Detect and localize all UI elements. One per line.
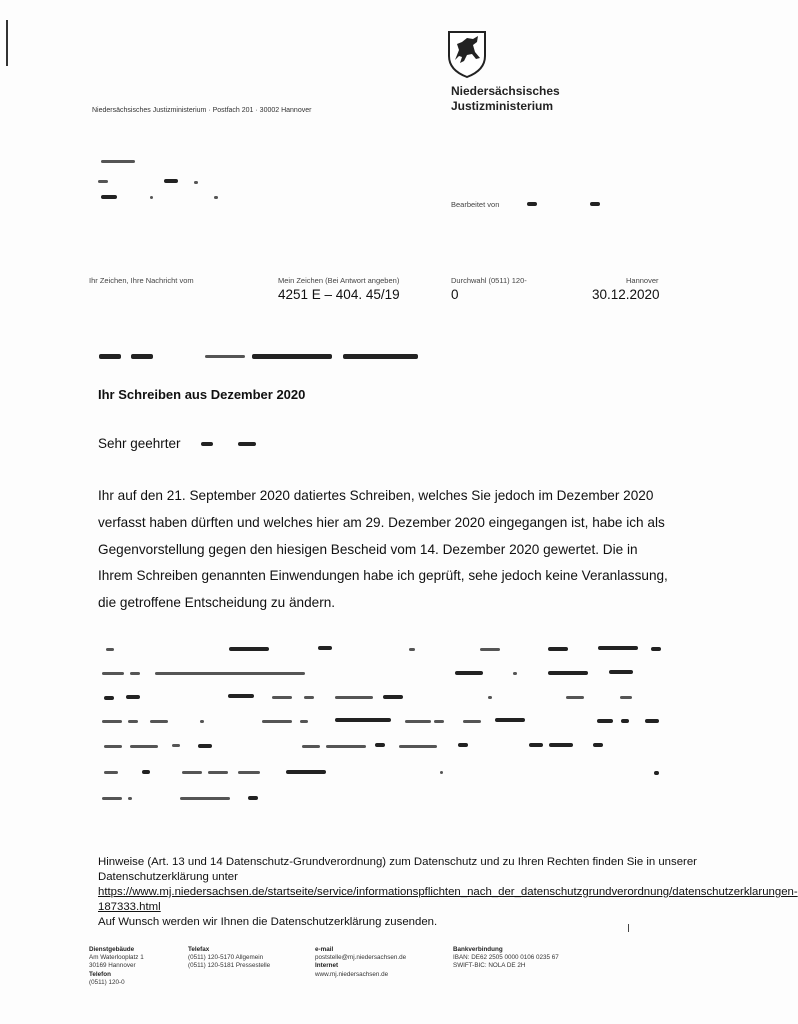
- ministry-name: [451, 84, 560, 114]
- footer-fax-line2: (0511) 120-5181 Pressestelle: [188, 962, 271, 970]
- sender-return-address: Niedersächsisches Justizministerium · Postfach 201 · 30002 Hannover: [92, 107, 312, 114]
- privacy-notice-text: Hinweise (Art. 13 und 14 Datenschutz-Grundverordnung) zum Datenschutz und zu Ihren Rechten finden Sie in unserer Datenschutzerklärung unter: [98, 856, 697, 883]
- footer-internet-head: Internet: [315, 962, 339, 970]
- durchwahl-value: 0: [451, 287, 459, 302]
- bearbeitet-von-label: Bearbeitet von: [451, 200, 500, 209]
- ihr-zeichen-label: Ihr Zeichen, Ihre Nachricht vom: [89, 276, 194, 285]
- letter-date: 30.12.2020: [592, 287, 660, 302]
- footer-fax-line1: (0511) 120-5170 Allgemein: [188, 954, 264, 962]
- margin-mark: [6, 20, 8, 66]
- footer-phone-value: (0511) 120-0: [89, 978, 125, 986]
- footer-fax: [188, 946, 270, 971]
- footer-building-line1: Am Waterlooplatz 1: [89, 954, 144, 962]
- redacted-clerk-name-2: [590, 202, 600, 206]
- fold-mark: [628, 924, 629, 932]
- footer-email-head: e-mail: [315, 946, 334, 953]
- letter-subject: Ihr Schreiben aus Dezember 2020: [98, 387, 306, 402]
- redacted-recipient-name: [201, 442, 213, 446]
- letter-body-paragraph: Ihr auf den 21. September 2020 datiertes Schreiben, welches Sie jedoch im Dezember 2020 verfasst haben dürften und welches hier am 29. Dezember 2020 eingegangen ist, habe ich als Gegenvorstellung gegen den hiesigen Bescheid vom 14. Dezember 2020 gewertet. Die in Ihrem Schreiben genannten Einwendungen habe ich geprüft, sehe jedoch keine Veranlassung, die getroffene Entscheidung zu ändern.: [98, 488, 668, 611]
- footer-contact: [315, 946, 406, 979]
- footer-bank: [453, 946, 559, 971]
- ministry-name-line1: Niedersächsisches: [451, 84, 560, 98]
- footer-building-line2: 30169 Hannover: [89, 962, 136, 970]
- privacy-notice-request: Auf Wunsch werden wir Ihnen die Datenschutzerklärung zusenden.: [98, 916, 438, 928]
- privacy-policy-link[interactable]: https://www.mj.niedersachsen.de/startseite/service/informationspflichten_nach_der_datenschutzgrundverordnung/datenschutzerklarungen-187333.html: [98, 886, 798, 913]
- redacted-recipient-name-2: [238, 442, 256, 446]
- footer-bank-iban: IBAN: DE62 2505 0000 0106 0235 67: [453, 954, 559, 962]
- footer-phone-head: Telefon: [89, 970, 111, 978]
- city-label: Hannover: [626, 276, 659, 285]
- ministry-name-line2: Justizministerium: [451, 99, 554, 113]
- mein-zeichen-value: 4251 E – 404. 45/19: [278, 287, 400, 302]
- footer-building: [89, 946, 144, 987]
- footer-bank-bic: SWIFT-BIC: NOLA DE 2H: [453, 962, 526, 970]
- footer-fax-head: Telefax: [188, 946, 210, 953]
- durchwahl-label: Durchwahl (0511) 120-: [451, 276, 527, 285]
- footer-building-head: Dienstgebäude: [89, 946, 135, 953]
- footer-internet-value[interactable]: www.mj.niedersachsen.de: [315, 970, 389, 978]
- salutation: [98, 436, 181, 451]
- salutation-text: Sehr geehrter: [98, 436, 181, 451]
- footer-bank-head: Bankverbindung: [453, 946, 503, 953]
- mein-zeichen-label: Mein Zeichen (Bei Antwort angeben): [278, 276, 400, 285]
- privacy-notice: [98, 855, 798, 930]
- redacted-clerk-name: [527, 202, 537, 206]
- lower-saxony-horse-coat-of-arms-icon: [447, 30, 487, 78]
- footer-email-value[interactable]: poststelle@mj.niedersachsen.de: [315, 954, 407, 962]
